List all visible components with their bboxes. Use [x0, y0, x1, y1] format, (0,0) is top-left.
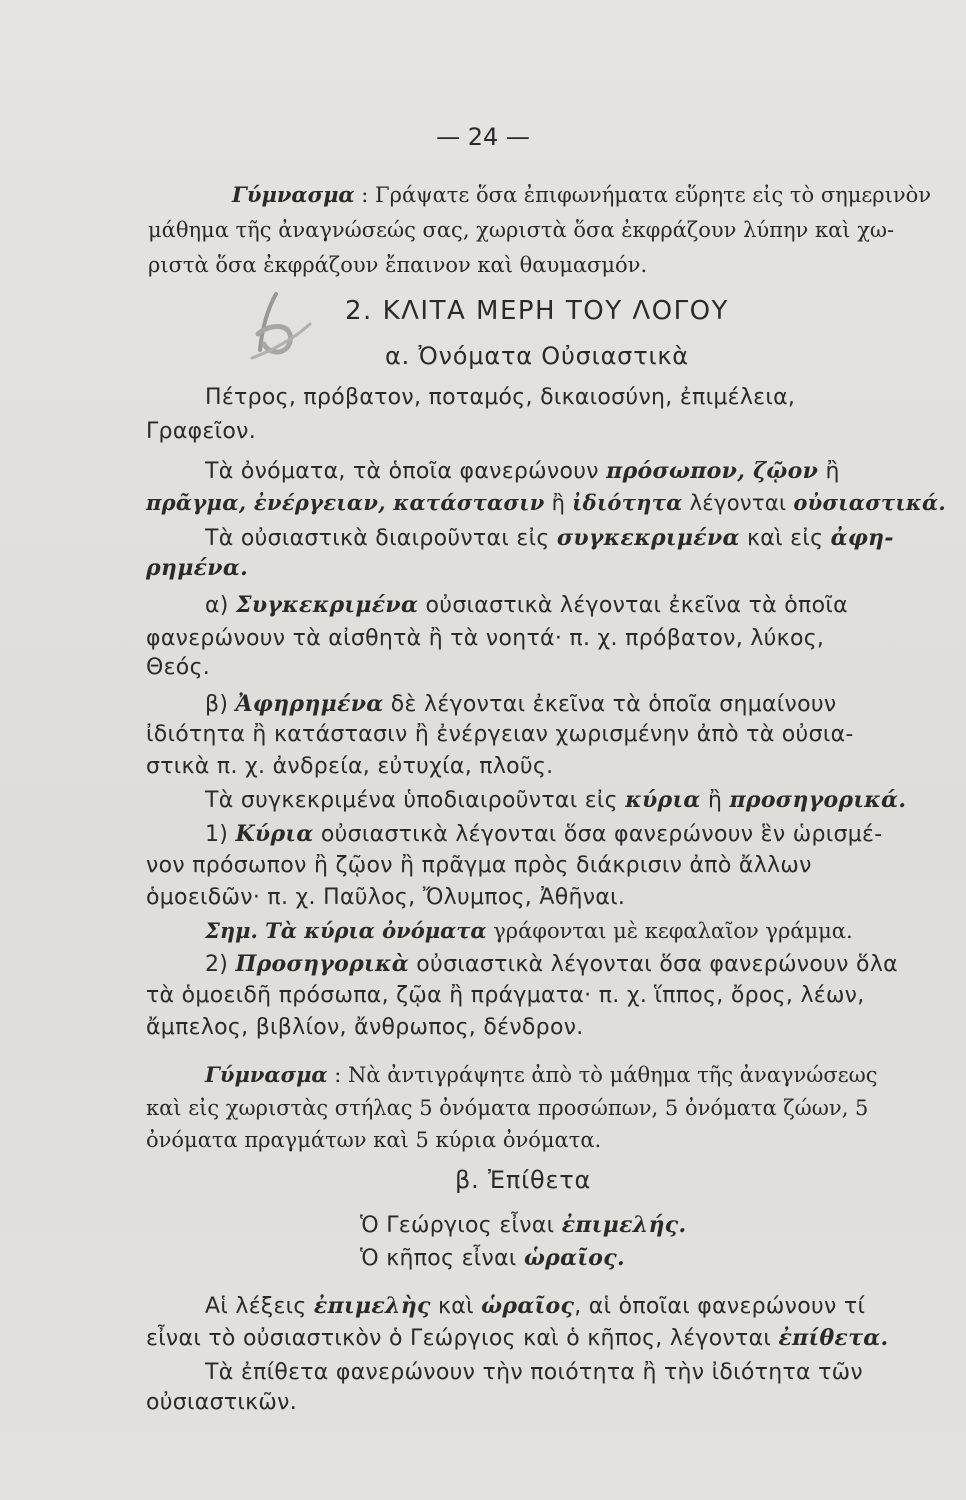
proper-line-2: νον πρόσωπον ἢ ζῷον ἢ πρᾶγμα πρὸς διάκρισιν ἀπὸ ἄλλων [146, 853, 812, 878]
exercise-2-line-1: Γύμνασμα : Νὰ ἀντιγράψητε ἀπὸ τὸ μάθημα τῆς ἀναγνώσεως [205, 1062, 878, 1087]
note-line: Σημ. Τὰ κύρια ὀνόματα γράφονται μὲ κεφαλαῖον γράμμα. [205, 918, 853, 943]
page-number: — 24 — [436, 123, 530, 151]
handwritten-mark-icon [238, 288, 318, 368]
section-heading: 2. ΚΛΙΤΑ ΜΕΡΗ ΤΟΥ ΛΟΓΟΥ [345, 296, 729, 326]
proper-line-1: 1) Κύρια οὐσιαστικὰ λέγονται ὅσα φανερώνουν ἓν ὡρισμέ- [205, 821, 883, 847]
exercise-2-line-3: ὀνόματα πραγμάτων καὶ 5 κύρια ὀνόματα. [146, 1128, 602, 1152]
abstract-line-3: στικὰ π. χ. ἀνδρεία, εὐτυχία, πλοῦς. [146, 754, 554, 779]
concrete-line-2: φανερώνουν τὰ αἰσθητὰ ἢ τὰ νοητά· π. χ. πρόβατον, λύκος, [146, 626, 825, 651]
definition-line-1: Τὰ ὀνόματα, τὰ ὁποῖα φανερώνουν πρόσωπον, ζῷον ἢ [205, 458, 840, 484]
common-line-1: 2) Προσηγορικὰ οὐσιαστικὰ λέγονται ὅσα φανερώνουν ὅλα [205, 951, 898, 977]
proper-line-3: ὁμοειδῶν· π. χ. Παῦλος, Ὄλυμπος, Ἀθῆναι. [146, 885, 626, 910]
adjective-definition-line-2: εἶναι τὸ οὐσιαστικὸν ὁ Γεώργιος καὶ ὁ κῆπος, λέγονται ἐπίθετα. [146, 1325, 889, 1351]
division-line-2: ρημένα. [146, 555, 249, 581]
adjective-example-2: Ὁ κῆπος εἶναι ὡραῖος. [360, 1245, 625, 1271]
common-line-3: ἄμπελος, βιβλίον, ἄνθρωπος, δένδρον. [146, 1015, 584, 1040]
exercise-1-line-2: μάθημα τῆς ἀναγνώσεώς σας, χωριστὰ ὅσα ἐκφράζουν λύπην καὶ χω- [148, 218, 895, 242]
adjective-example-1: Ὁ Γεώργιος εἶναι ἐπιμελής. [360, 1212, 687, 1238]
concrete-line-3: Θεός. [146, 655, 211, 680]
exercise-1-label: Γύμνασμα [232, 182, 355, 207]
examples-line-2: Γραφεῖον. [146, 419, 257, 444]
subsection-a-heading: α. Ὀνόματα Οὐσιαστικὰ [385, 342, 689, 370]
note-label: Σημ. [205, 918, 258, 943]
exercise-2-label: Γύμνασμα [205, 1062, 328, 1087]
subdivision-line-1: Τὰ συγκεκριμένα ὑποδιαιροῦνται εἰς κύρια ἢ προσηγορικά. [205, 787, 907, 813]
exercise-1-line-3: ριστὰ ὅσα ἐκφράζουν ἔπαινον καὶ θαυμασμόν. [148, 253, 648, 277]
exercise-2-line-2: καὶ εἰς χωριστὰς στήλας 5 ὀνόματα προσώπων, 5 ὀνόματα ζώων, 5 [146, 1096, 869, 1120]
division-line-1: Τὰ οὐσιαστικὰ διαιροῦνται εἰς συγκεκριμένα καὶ εἰς ἀφη- [205, 525, 894, 551]
definition-line-2: πρᾶγμα, ἐνέργειαν, κατάστασιν ἢ ἰδιότητα λέγονται οὐσιαστικά. [146, 490, 947, 515]
common-line-2: τὰ ὁμοειδῆ πρόσωπα, ζῷα ἢ πράγματα· π. χ. ἵππος, ὄρος, λέων, [146, 983, 865, 1008]
exercise-1-line-1: Γύμνασμα : Γράψατε ὅσα ἐπιφωνήματα εὕρητε εἰς τὸ σημερινὸν [232, 182, 932, 207]
abstract-line-2: ἰδιότητα ἢ κατάστασιν ἢ ἐνέργειαν χωρισμένην ἀπὸ τὰ οὐσια- [146, 722, 854, 747]
subsection-b-heading: β. Ἐπίθετα [455, 1166, 592, 1194]
adjective-quality-line-2: οὐσιαστικῶν. [146, 1390, 297, 1415]
examples-line-1: Πέτρος, πρόβατον, ποταμός, δικαιοσύνη, ἐπιμέλεια, [205, 385, 796, 410]
concrete-line-1: α) Συγκεκριμένα οὐσιαστικὰ λέγονται ἐκεῖνα τὰ ὁποῖα [205, 592, 848, 618]
adjective-quality-line-1: Τὰ ἐπίθετα φανερώνουν τὴν ποιότητα ἢ τὴν ἰδιότητα τῶν [205, 1360, 863, 1385]
abstract-line-1: β) Ἀφηρημένα δὲ λέγονται ἐκεῖνα τὰ ὁποῖα σημαίνουν [205, 691, 837, 717]
adjective-definition-line-1: Αἱ λέξεις ἐπιμελὴς καὶ ὡραῖος, αἱ ὁποῖαι φανερώνουν τί [205, 1293, 866, 1319]
